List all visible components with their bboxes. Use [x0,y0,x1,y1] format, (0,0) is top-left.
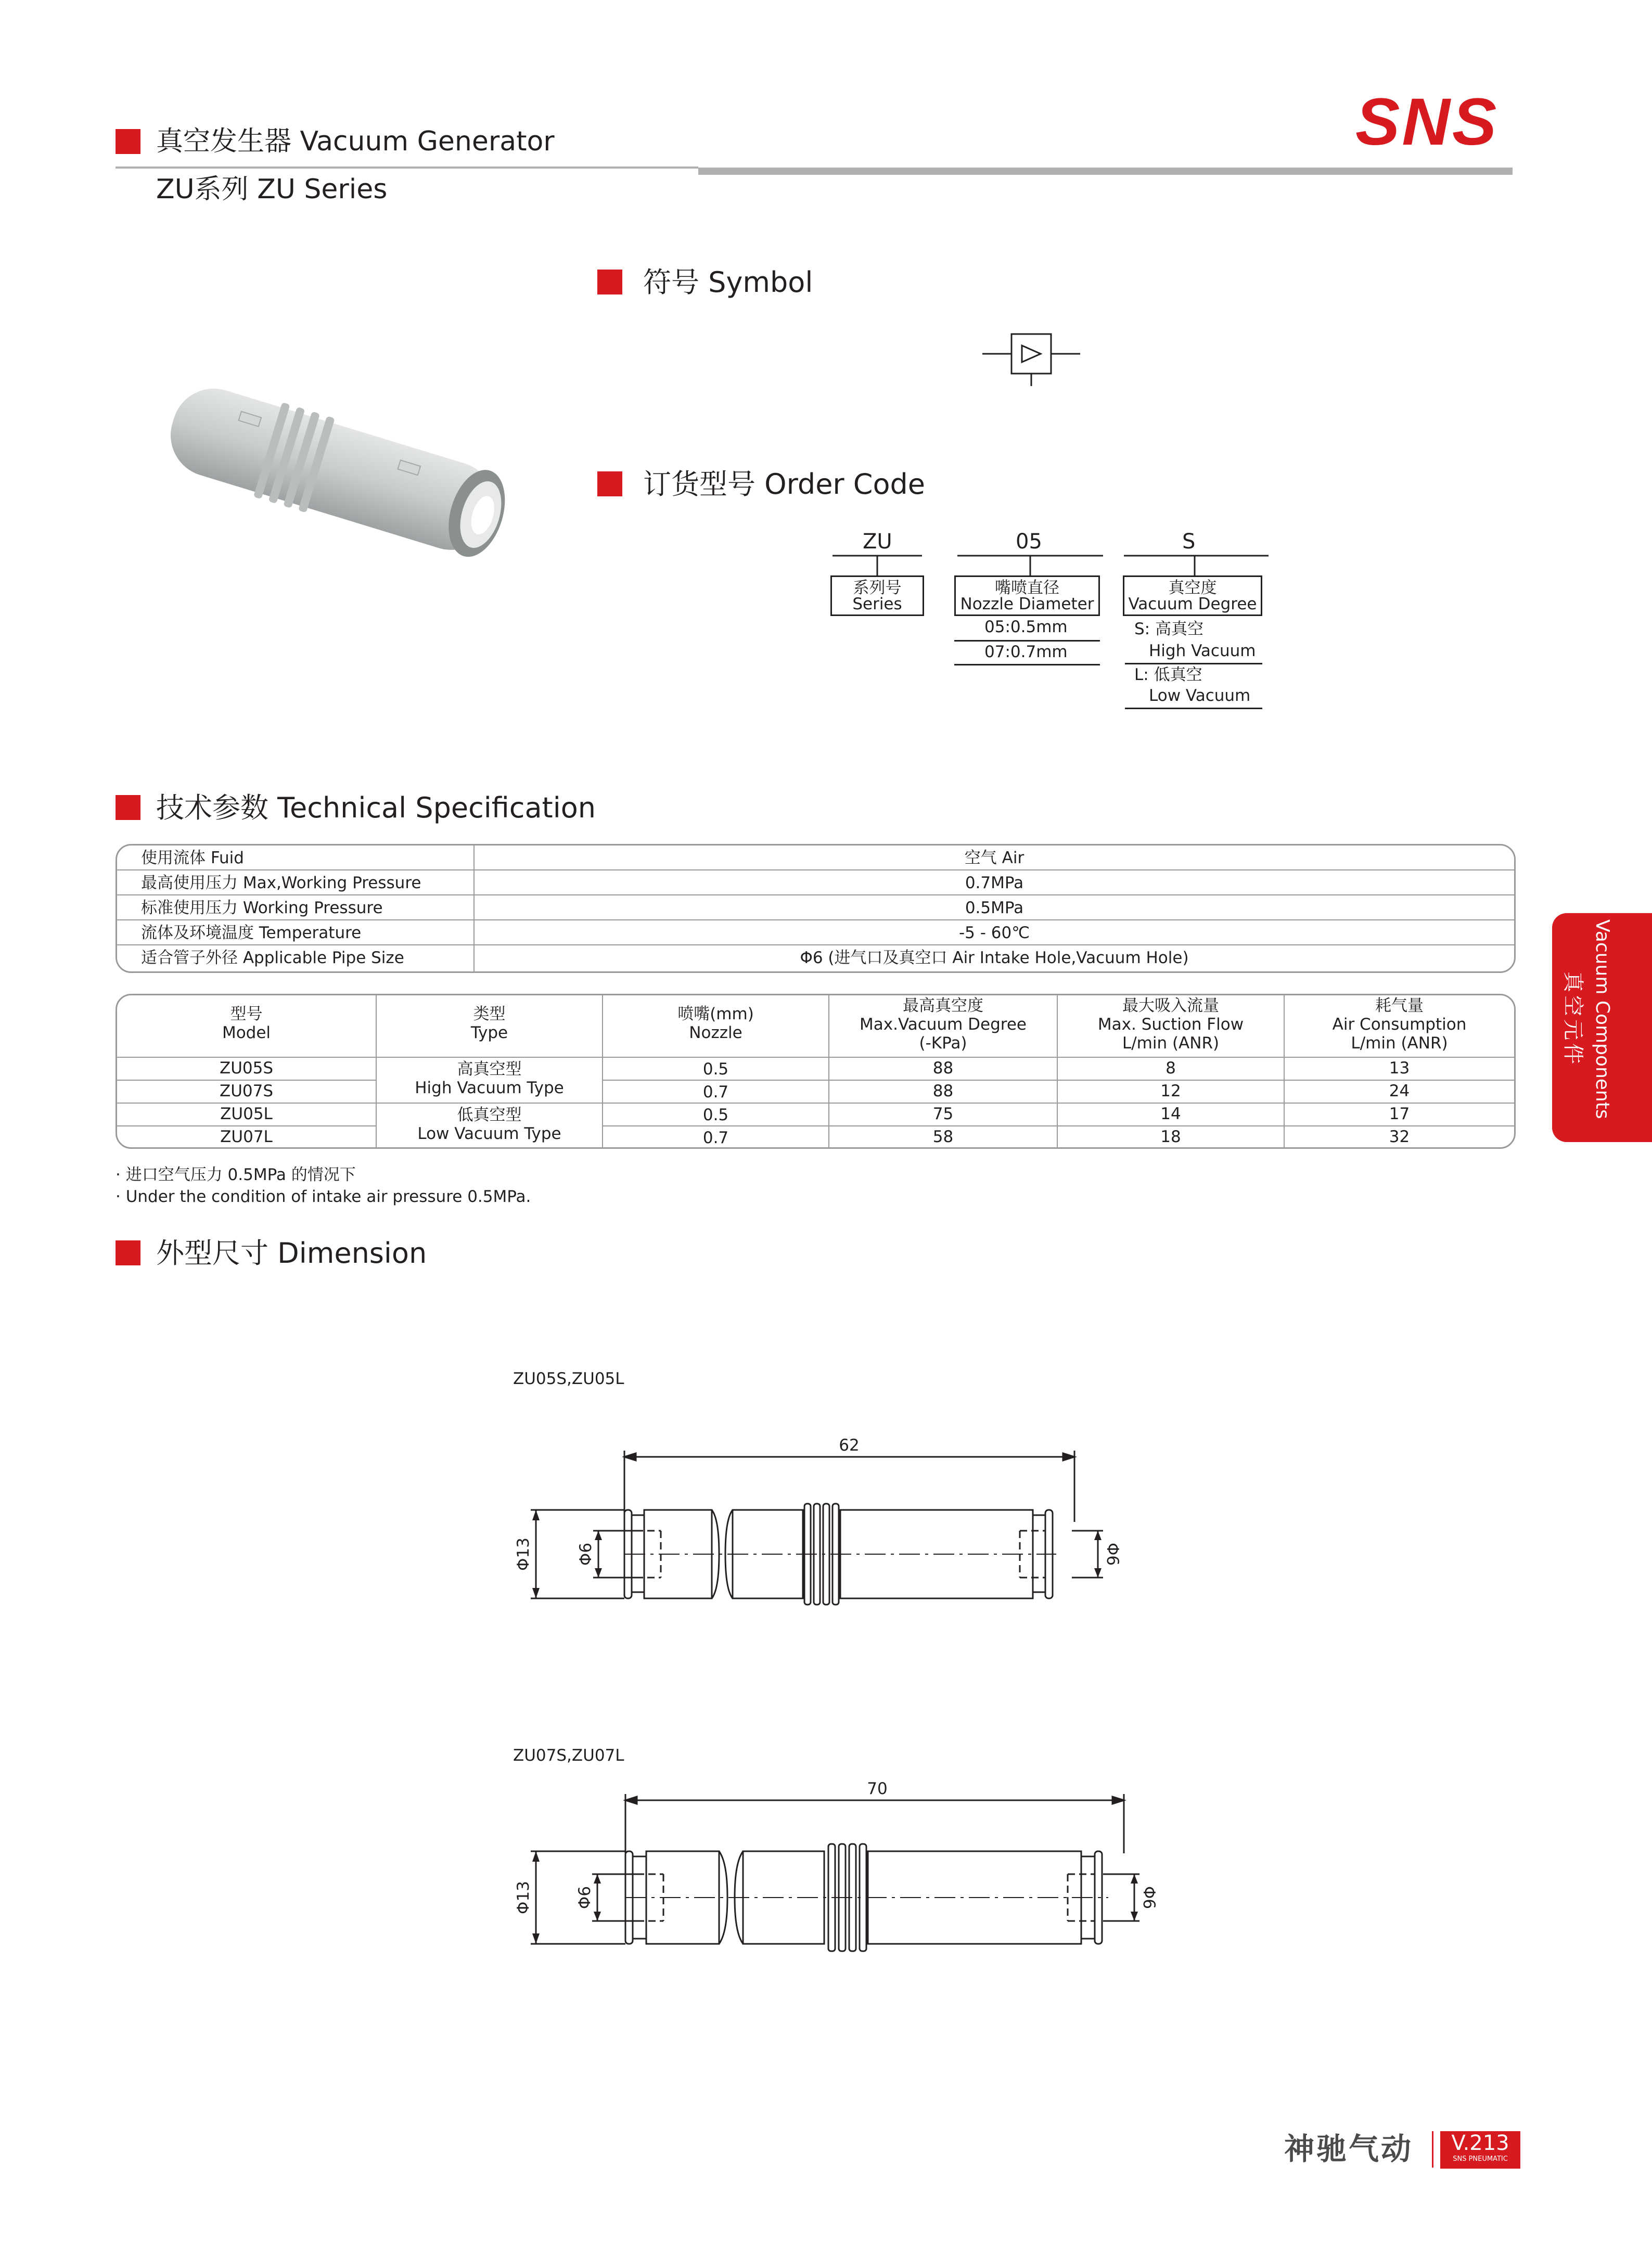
nozzle-option-rule [954,664,1100,665]
spec-value: 0.7MPa [965,874,1024,892]
header-vacuum [829,996,1057,1053]
spec-label: 适合管子外径 Applicable Pipe Size [141,949,404,967]
footer-company: 神驰气动 [1284,2131,1414,2167]
cell-air: 17 [1389,1105,1410,1123]
header-air-cn: 耗气量 [1375,996,1424,1015]
type-low-cn: 低真空型 [457,1106,522,1124]
type-low-vacuum [377,1106,602,1143]
spec-value: 空气 Air [964,849,1025,867]
table-row-divider [117,1080,1514,1081]
header-type-cn: 类型 [473,1005,506,1023]
drawing-label-zu05: ZU05S,ZU05L [513,1369,624,1388]
cell-flow: 12 [1160,1082,1181,1100]
header-flow [1058,996,1284,1053]
cell-model: ZU07L [220,1128,273,1146]
footer-page-number: V.213 [1451,2131,1509,2155]
section-technical-title: 技术参数 Technical Specification [156,791,596,824]
order-box-vacuum [1123,575,1262,616]
dim-length: 70 [867,1779,888,1798]
product-image [151,364,526,572]
code-vacuum: S [1182,530,1196,554]
footer-divider [1432,2131,1433,2168]
section-dimension-title: 外型尺寸 Dimension [156,1237,427,1270]
header-vacuum-en: Max.Vacuum Degree [860,1015,1027,1034]
cell-flow: 14 [1160,1105,1181,1123]
cell-model: ZU07S [219,1082,274,1100]
brand-logo: SNS [1355,85,1499,159]
section-square-icon [597,471,622,496]
note-en: · Under the condition of intake air pressure 0.5MPa. [116,1187,531,1206]
header-air [1285,996,1514,1053]
cell-model: ZU05L [220,1105,273,1123]
cell-nozzle: 0.7 [702,1083,729,1101]
cell-vacuum: 75 [932,1105,954,1123]
header-nozzle-cn: 喷嘴(mm) [677,1005,754,1023]
section-square-icon [597,270,622,294]
cell-vacuum: 88 [932,1082,954,1100]
vacuum-generator-symbol [978,328,1087,390]
type-high-vacuum [377,1060,602,1097]
header-model-cn: 型号 [230,1005,263,1023]
header-model [117,1005,376,1042]
code-nozzle: 05 [1016,530,1042,554]
note-cn: · 进口空气压力 0.5MPa 的情况下 [116,1165,356,1184]
dim-outer-diameter: Φ13 [514,1881,533,1914]
header-flow-en: Max. Suction Flow [1097,1015,1244,1034]
header-nozzle-en: Nozzle [689,1023,742,1042]
order-box-nozzle [954,575,1100,616]
cell-model: ZU05S [219,1059,274,1078]
cell-vacuum: 88 [932,1059,954,1078]
drawing-label-zu07: ZU07S,ZU07L [513,1746,624,1765]
dimension-drawing-zu07 [500,1779,1176,1967]
cell-flow: 18 [1160,1128,1181,1146]
order-box-nozzle-en: Nozzle Diameter [960,595,1094,613]
cell-air: 13 [1389,1059,1410,1078]
cell-air: 32 [1389,1128,1410,1146]
cell-air: 24 [1389,1082,1410,1100]
side-tab-en: Vacuum Components [1592,919,1613,1119]
order-box-series-cn: 系列号 [853,579,902,597]
order-box-series-en: Series [852,595,902,613]
side-tab [1552,913,1652,1142]
spec-value: -5 - 60℃ [958,924,1030,942]
type-low-en: Low Vacuum Type [417,1124,561,1143]
header-square-icon [116,129,140,154]
table-row-divider [117,1125,1514,1126]
spec-row [117,945,1514,969]
side-tab-cn: 真空元件 [1561,971,1585,1067]
spec-label: 使用流体 Fuid [141,849,244,867]
order-box-nozzle-cn: 嘴喷直径 [995,579,1059,597]
dim-inlet-diameter: Φ6 [575,1886,594,1910]
cell-nozzle: 0.7 [702,1129,729,1147]
nozzle-option-05: 05:0.5mm [984,618,1068,636]
dim-inlet-diameter: Φ6 [577,1542,595,1566]
vacuum-option-l-cn: L: 低真空 [1134,665,1202,684]
spec-model-table [116,994,1516,1149]
cell-nozzle: 0.5 [702,1060,729,1079]
section-order-code-title: 订货型号 Order Code [643,468,926,501]
spec-row [117,920,1514,945]
dim-outer-diameter: Φ13 [514,1538,533,1571]
order-box-vacuum-cn: 真空度 [1168,579,1217,597]
section-square-icon [116,1240,140,1265]
series-title: ZU系列 ZU Series [156,174,388,205]
section-square-icon [116,795,140,820]
header-type-en: Type [470,1023,508,1042]
spec-label: 最高使用压力 Max,Working Pressure [141,874,421,892]
header-vacuum-cn: 最高真空度 [903,996,983,1015]
section-symbol-title: 符号 Symbol [643,266,813,299]
spec-value: Φ6 (进气口及真空口 Air Intake Hole,Vacuum Hole) [800,949,1189,967]
dimension-drawing-zu05 [500,1436,1124,1623]
type-high-en: High Vacuum Type [415,1079,564,1097]
page-title: 真空发生器 Vacuum Generator [156,126,555,157]
spec-value: 0.5MPa [965,899,1024,917]
table-row-divider [117,1103,1514,1104]
spec-row [117,870,1514,895]
order-box-vacuum-en: Vacuum Degree [1128,595,1257,613]
order-box-series [830,575,924,616]
footer-sub: SNS PNEUMATIC [1453,2155,1508,2163]
dim-length: 62 [839,1436,860,1455]
vacuum-option-s-cn: S: 高真空 [1134,620,1203,638]
header-air-en: Air Consumption [1332,1015,1467,1034]
header-nozzle [603,1005,828,1042]
vacuum-option-rule [1125,708,1262,709]
vacuum-option-s-en: High Vacuum [1149,642,1256,660]
dim-outlet-diameter: Φ6 [1103,1542,1122,1566]
header-type [377,1005,602,1042]
cell-nozzle: 0.5 [702,1106,729,1124]
header-rule [116,164,1520,177]
spec-label: 流体及环境温度 Temperature [141,924,362,942]
vacuum-option-rule [1125,663,1262,664]
footer-page-badge [1440,2131,1520,2169]
spec-row [117,895,1514,920]
nozzle-option-07: 07:0.7mm [984,643,1068,661]
header-flow-unit: L/min (ANR) [1122,1034,1220,1053]
dim-outlet-diameter: Φ6 [1139,1886,1158,1910]
cell-flow: 8 [1166,1059,1176,1078]
header-flow-cn: 最大吸入流量 [1122,996,1219,1015]
spec-row [117,845,1514,870]
cell-vacuum: 58 [932,1128,954,1146]
vacuum-option-l-en: Low Vacuum [1149,686,1251,705]
spec-general-table [116,844,1516,973]
code-series: ZU [863,530,892,554]
header-model-en: Model [222,1023,271,1042]
nozzle-option-rule [954,640,1100,642]
header-vacuum-unit: (-KPa) [919,1034,967,1053]
table-header-divider [117,1057,1514,1058]
type-high-cn: 高真空型 [457,1060,522,1079]
spec-label: 标准使用压力 Working Pressure [141,899,383,917]
header-air-unit: L/min (ANR) [1351,1034,1448,1053]
